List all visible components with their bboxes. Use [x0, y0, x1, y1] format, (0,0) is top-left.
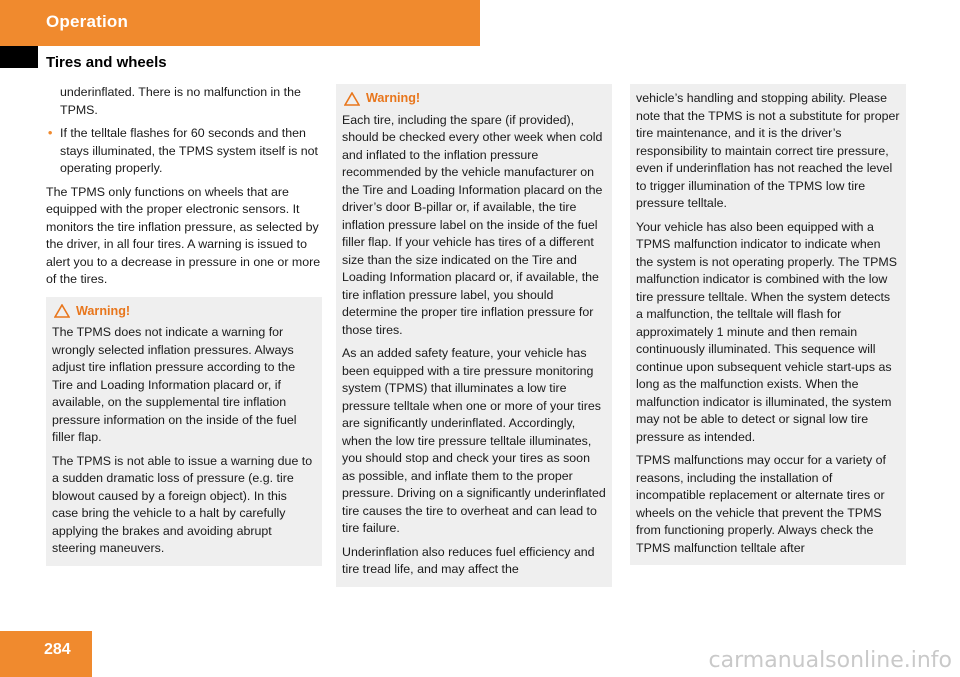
warning-heading: [342, 90, 606, 108]
page-subtitle: Tires and wheels: [46, 54, 167, 71]
body-paragraph: The TPMS only functions on wheels that are equipped with the proper electronic sensors. It monitors the tire inflation pressure, as selected by the driver, in all four tires. A warning is issued to alert you to a decrease in pressure in one or more of the tires.: [46, 184, 321, 286]
warning-heading: [52, 303, 316, 321]
warning-title: Warning!: [366, 91, 421, 105]
bullet-item: [46, 125, 322, 178]
warning-paragraph: As an added safety feature, your vehicle has been equipped with a tire pressure monitoring system (TPMS) that illuminates a low tire pressure telltale when one or more of your tires are significantly underinflated. Accordingly, when the low tire pressure telltale illuminates, you should stop and check your tires as soon as possible, and inflate them to the proper pressure. Driving on a significantly underinflated tire causes the tire to overheat and can lead to tire failure.: [342, 346, 606, 535]
continued-text: underinflated. There is no malfunction in the TPMS.: [60, 85, 301, 117]
warning-continued-box: [630, 84, 906, 565]
watermark: carmanualsonline.info: [708, 648, 952, 673]
warning-triangle-icon: [54, 304, 70, 318]
column-3: [630, 84, 906, 565]
warning-paragraph: Your vehicle has also been equipped with a TPMS malfunction indicator to indicate when the system is not operating properly. The TPMS malfunction indicator is combined with the low tire pressure telltale. When the system detects a malfunction, the telltale will flash for approximately 1 minute and then remain continuously illuminated. This sequence will continue upon subsequent vehicle start-ups as long as the malfunction exists. When the malfunction indicator is illuminated, the system may not be able to detect or signal low tire pressure as intended.: [636, 219, 898, 444]
bullet-text: If the telltale flashes for 60 seconds and then stays illuminated, the TPMS system itself is not operating properly.: [60, 126, 319, 175]
column-1: [46, 84, 322, 566]
warning-paragraph: vehicle’s handling and stopping ability. Please note that the TPMS is not a substitute for proper tire maintenance, and it is the driver’s responsibility to maintain correct tire pressure, even if underinflation has not reached the level to trigger illumination of the TPMS low tire pressure telltale.: [636, 91, 900, 210]
column-2: [336, 84, 612, 587]
warning-paragraph: Underinflation also reduces fuel efficiency and tire tread life, and may affect the: [342, 544, 595, 576]
section-title: Operation: [46, 12, 129, 31]
warning-box: [46, 297, 322, 566]
warning-box: [336, 84, 612, 587]
warning-paragraph: TPMS malfunctions may occur for a variety of reasons, including the installation of incompatible replacement or alternate tires or wheels on the vehicle that prevent the TPMS from functioning properly. Always check the TPMS malfunction telltale after: [636, 453, 886, 555]
warning-paragraph: Each tire, including the spare (if provided), should be checked every other week when cold and inflated to the inflation pressure recommended by the vehicle manufacturer on the Tire and Loading Information placard on the driver’s door B-pillar or, if available, the tire inflation pressure label on the inside of the fuel filler flap. If your vehicle has tires of a different size than the size indicated on the Tire and Loading Information placard or, if available, the tire inflation pressure label, you should determine the proper tire inflation pressure for those tires.: [342, 112, 603, 337]
warning-title: Warning!: [76, 303, 131, 318]
warning-paragraph: The TPMS is not able to issue a warning due to a sudden dramatic loss of pressure (e.g. tire blowout caused by a foreign object). In this case bring the vehicle to a halt by carefully applying the brakes and avoiding abrupt steering maneuvers.: [52, 453, 313, 555]
page-number: 284: [44, 641, 71, 658]
bullet-icon: •: [48, 126, 53, 140]
warning-paragraph: The TPMS does not indicate a warning for wrongly selected inflation pressures. Always adjust tire inflation pressure according to the Tire and Loading Information placard or, if available, on the supplemental tire inflation pressure information on the inside of the fuel filler flap.: [52, 325, 297, 444]
warning-triangle-icon: [344, 92, 360, 106]
section-tab-marker: [0, 46, 38, 68]
